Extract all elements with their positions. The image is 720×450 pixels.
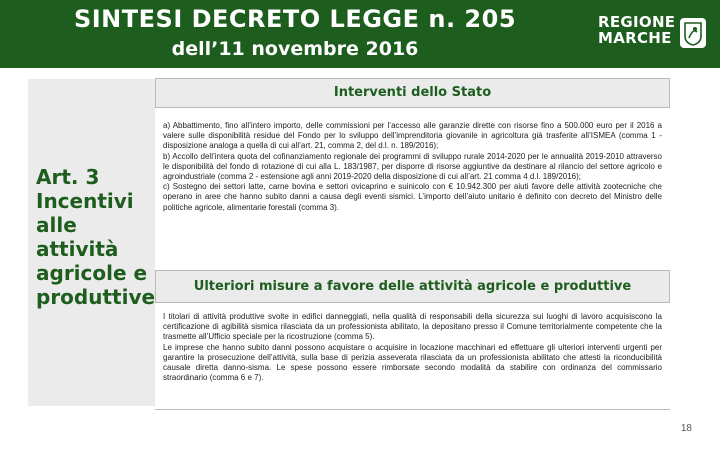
article-panel [28,79,155,406]
slide-subtitle: dell’11 novembre 2016 [171,38,419,60]
paragraph-imprese: Le imprese che hanno subito danni possono acquistare o acquisire in locazione macchinari ed effettuare gli ulteriori interventi urgenti per garantire la prosecuzione dell’attività, sulla base di perizia asseverata rilasciata da un professionista abilitato che attesti la riconducibilità causale diretta danno-sisma. Le spese possono essere rimborsate secondo modalità da stabilire con ordinanza del commissario straordinario (comma 6 e 7). [163,342,662,383]
paragraph-certificazione: I titolari di attività produttive svolte in edifici danneggiati, nella qualità di responsabili della sicurezza sui luoghi di lavoro acquisiscono la certificazione di agibilità sismica rilasciata da un professionista abilitato, la depositano presso il Comune territorialmente competente che la trasmette all’Ufficio speciale per la ricostruzione (comma 5). [163,312,662,342]
section-heading-interventi: Interventi dello Stato [155,78,670,108]
section-body-interventi [163,121,662,213]
regione-marche-logo [598,14,710,52]
section-body-ulteriori-misure [163,312,662,383]
paragraph-c: c) Sostegno dei settori latte, carne bovina e settori ovicaprino e suinicolo con € 10.942.300 per aiuti favore delle attività zootecniche che operano in aree che hanno subito danni a causa degli eventi sismici. L’importo dell’aiuto unitario è definito con decreto del Ministro delle politiche agricole, alimentarie forestali (comma 3). [163,182,662,212]
title-banner [0,0,720,68]
paragraph-a: a) Abbattimento, fino all’intero importo, delle commissioni per l’accesso alle garanzie dirette con risorse fino a 500.000 euro per il 2016 a valere sulle disponibilità residue del Fondo per lo sviluppo dell’imprenditoria giovanile in agricoltura già trasferite all’ISMEA (comma 1 - disposizione analoga a quella di cui all’art. 21, comma 2, del d.l. n. 189/2016); [163,121,662,151]
logo-emblem-icon [680,18,706,48]
section-heading-ulteriori-misure: Ulteriori misure a favore delle attività agricole e produttive [155,270,670,303]
logo-text: REGIONE MARCHE [598,13,676,47]
paragraph-b: b) Accollo dell’intera quota del cofinanziamento regionale dei programmi di sviluppo rurale 2014-2020 per le annualità 2019-2010 attraverso le disponibilità del fondo di rotazione di cui alla L. 183/1987, per disporre di risorse aggiuntive da destinare al rilancio del settore agricolo e agroindustriale (comma 2 - estensione agli anni 2019-2020 della disposizione di cui all’art. 21 comma 4 d.l. 189/2016); [163,151,662,182]
slide-title: SINTESI DECRETO LEGGE n. 205 [73,5,517,33]
content-divider [155,409,670,410]
page-number: 18 [680,423,692,434]
article-title: Art. 3 Incentivi alle attività agricole e produttive [36,165,156,309]
